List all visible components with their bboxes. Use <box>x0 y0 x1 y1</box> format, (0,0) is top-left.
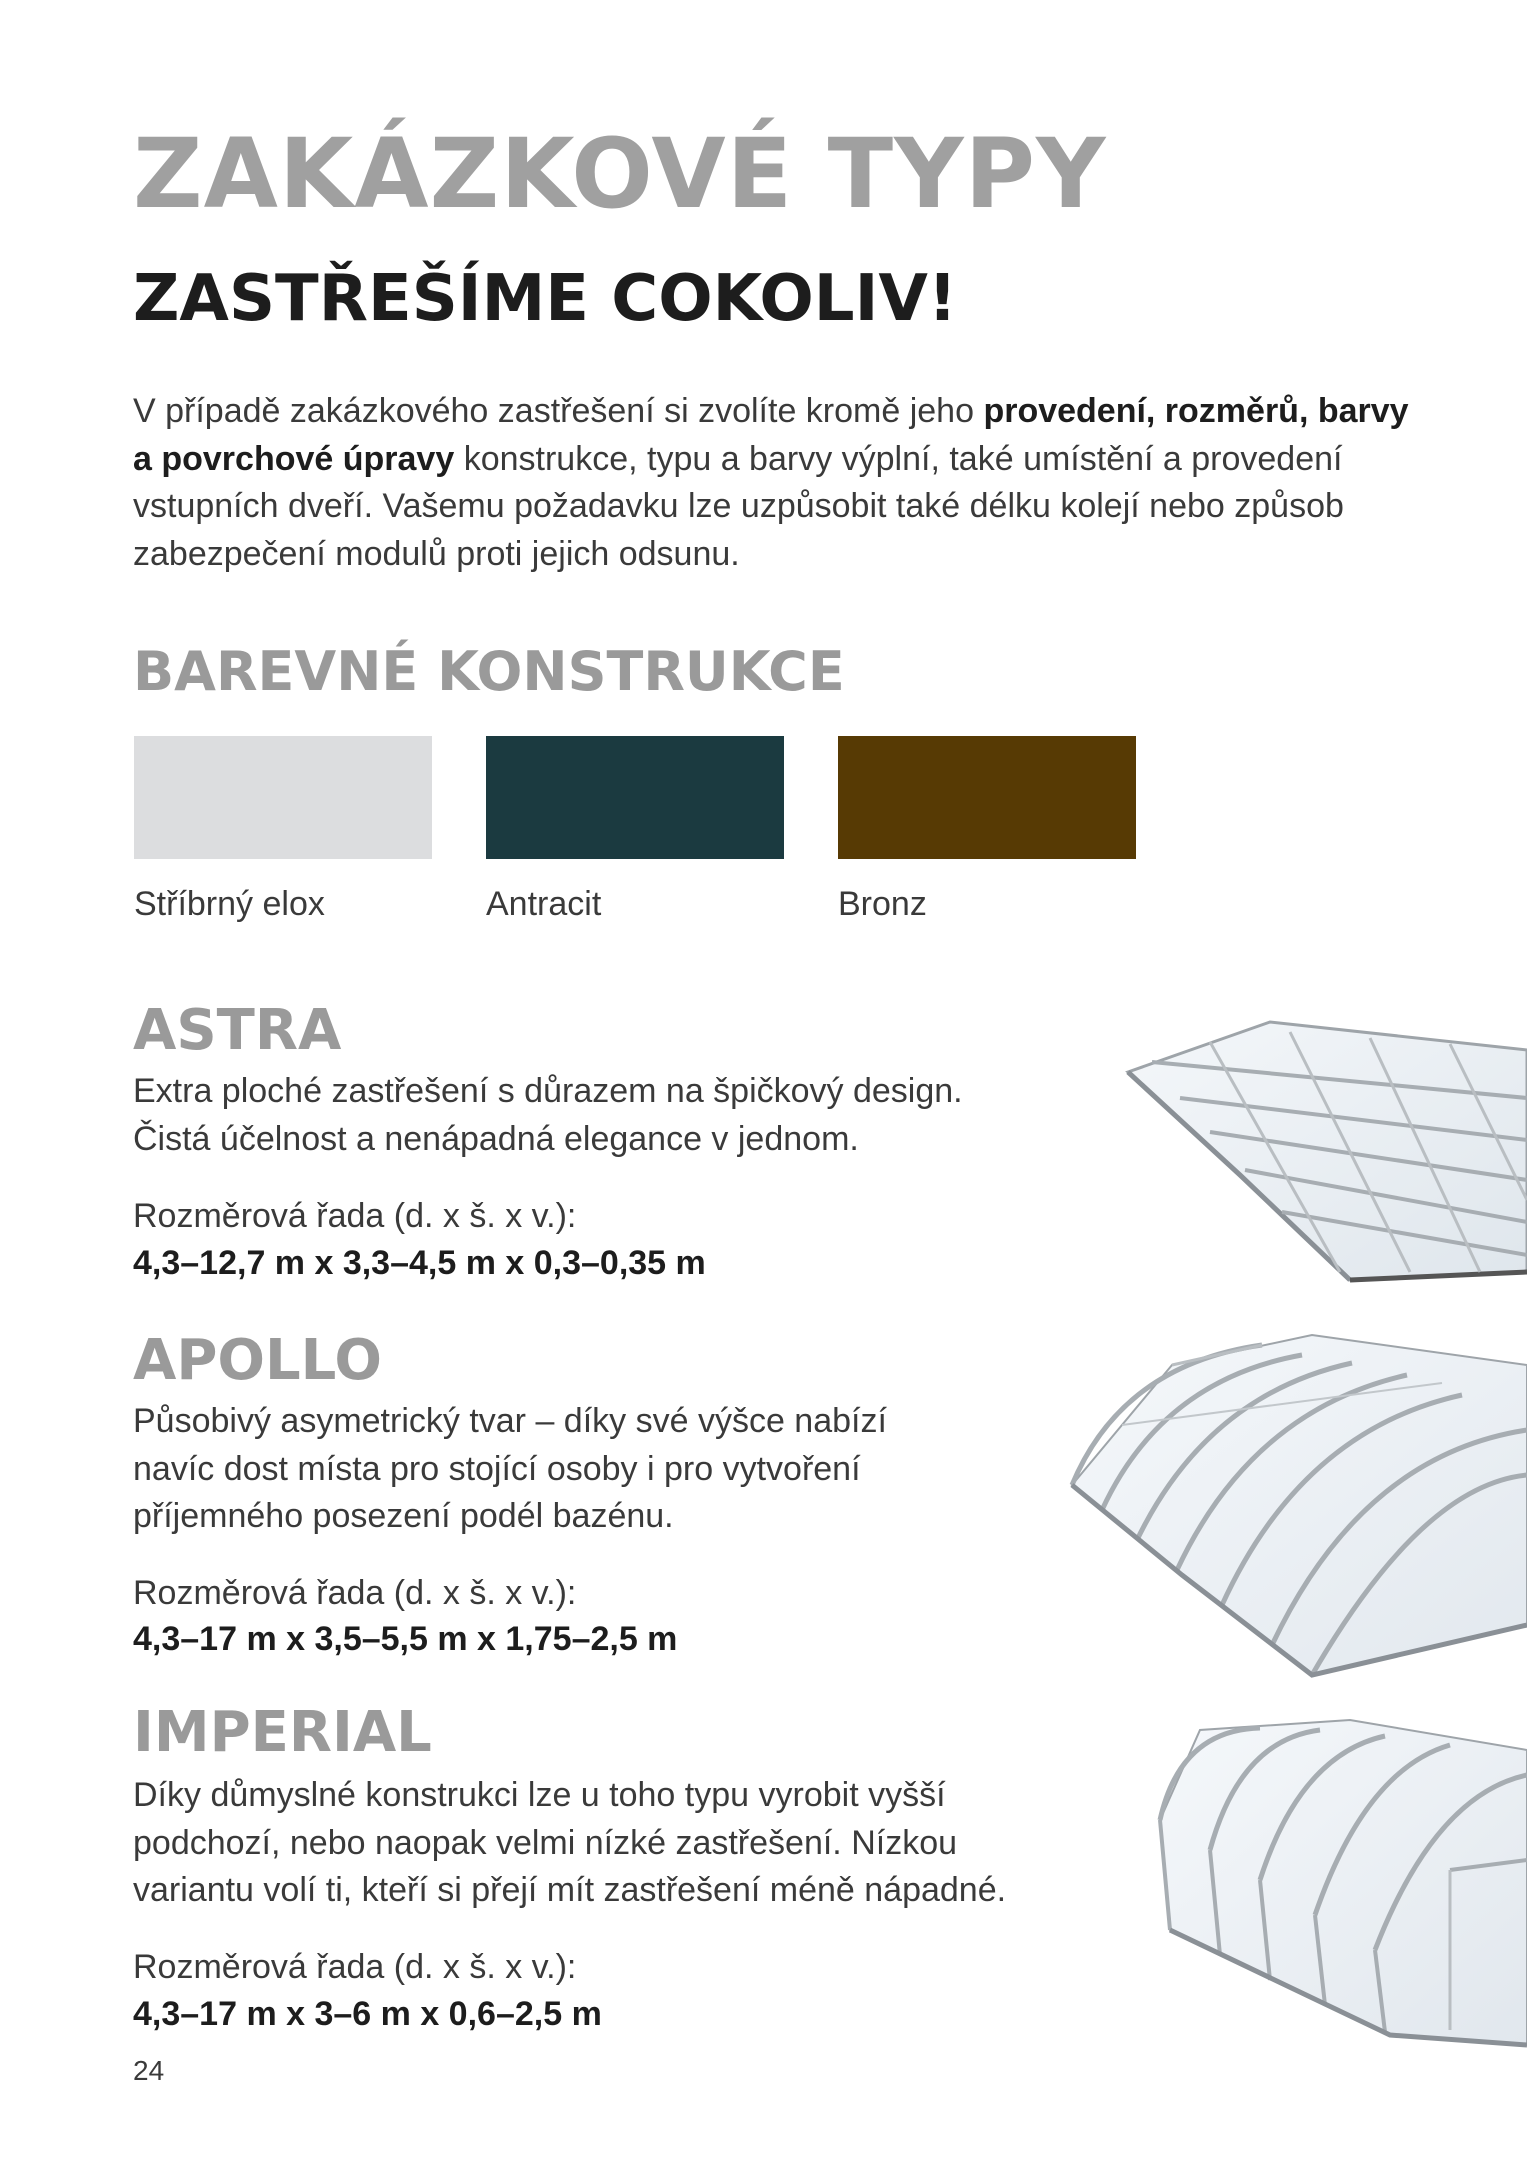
intro-text: konstrukce, typu a barvy výplní, také umístění a provedení <box>454 439 1343 478</box>
high-pool-enclosure-icon <box>1150 1700 1527 2050</box>
product-description-imperial <box>133 1772 1006 1915</box>
dimension-label-imperial: Rozměrová řada (d. x š. x v.): <box>133 1948 577 1986</box>
description-line: příjemného posezení podél bazénu. <box>133 1497 674 1535</box>
asymmetric-pool-enclosure-icon <box>1062 1325 1527 1685</box>
description-line: Díky důmyslné konstrukci lze u toho typu vyrobit vyšší <box>133 1776 946 1814</box>
page-subtitle: ZASTŘEŠÍME COKOLIV! <box>133 262 958 336</box>
intro-emphasis: a povrchové úpravy <box>133 439 455 478</box>
intro-text: vstupních dveří. Vašemu požadavku lze uzpůsobit také délku kolejí nebo způsob <box>133 487 1344 525</box>
swatch-label-silver: Stříbrný elox <box>134 885 325 923</box>
colors-heading: BAREVNÉ KONSTRUKCE <box>133 640 845 703</box>
dimensions-apollo: 4,3–17 m x 3,5–5,5 m x 1,75–2,5 m <box>133 1620 678 1658</box>
dimension-label-astra: Rozměrová řada (d. x š. x v.): <box>133 1197 577 1235</box>
intro-paragraph <box>133 388 1527 578</box>
product-title-imperial: IMPERIAL <box>133 1700 432 1765</box>
intro-text: zabezpečení modulů proti jejich odsunu. <box>133 534 740 573</box>
swatch-anthracite <box>486 736 784 859</box>
intro-text: V případě zakázkového zastřešení si zvolíte kromě jeho <box>133 392 984 430</box>
page-number: 24 <box>133 2055 165 2086</box>
swatch-bronze <box>838 736 1136 859</box>
product-title-astra: ASTRA <box>133 998 342 1063</box>
product-description-astra <box>133 1068 963 1163</box>
description-line: podchozí, nebo naopak velmi nízké zastřešení. Nízkou <box>133 1823 958 1862</box>
description-line: navíc dost místa pro stojící osoby i pro vytvoření <box>133 1449 861 1488</box>
page-title: ZAKÁZKOVÉ TYPY <box>133 118 1107 230</box>
description-line: Extra ploché zastřešení s důrazem na špičkový design. <box>133 1072 963 1110</box>
flat-pool-enclosure-icon <box>1110 1010 1527 1290</box>
product-title-apollo: APOLLO <box>133 1328 382 1393</box>
product-description-apollo <box>133 1398 887 1541</box>
dimensions-imperial: 4,3–17 m x 3–6 m x 0,6–2,5 m <box>133 1995 602 2033</box>
description-line: variantu volí ti, kteří si přejí mít zastřešení méně nápadné. <box>133 1871 1007 1909</box>
dimensions-astra: 4,3–12,7 m x 3,3–4,5 m x 0,3–0,35 m <box>133 1244 706 1282</box>
description-line: Čistá účelnost a nenápadná elegance v jednom. <box>133 1119 859 1158</box>
dimension-label-apollo: Rozměrová řada (d. x š. x v.): <box>133 1574 577 1612</box>
intro-emphasis: provedení, rozměrů, barvy <box>983 392 1409 430</box>
swatch-label-bronze: Bronz <box>838 885 927 923</box>
description-line: Působivý asymetrický tvar – díky své výšce nabízí <box>133 1402 887 1440</box>
swatch-label-anthracite: Antracit <box>486 885 602 923</box>
swatch-silver <box>134 736 432 859</box>
